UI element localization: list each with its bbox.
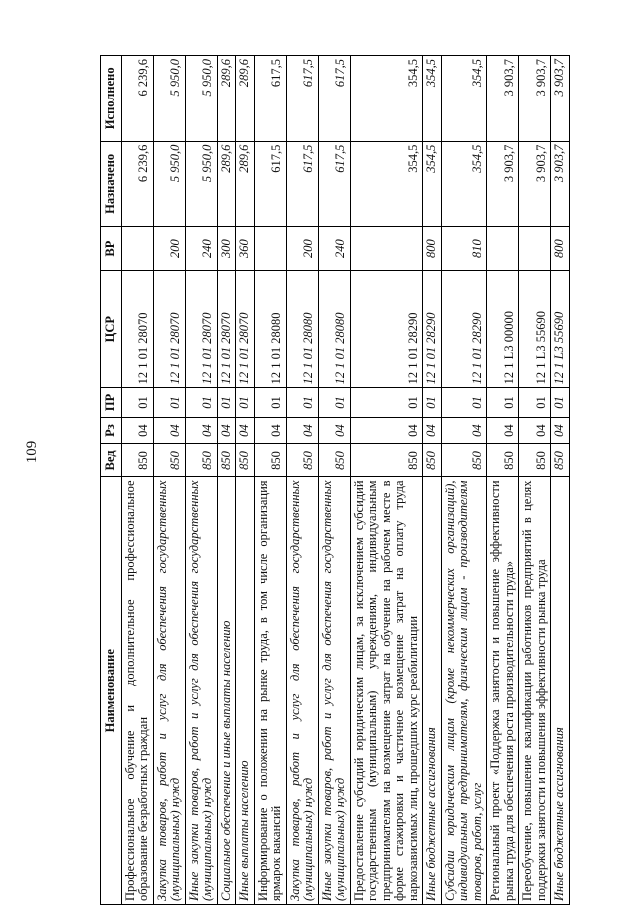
cell-csr: 12 1 01 28080	[286, 271, 318, 388]
cell-pr: 01	[286, 388, 318, 417]
cell-name: Иные бюджетные ассигнования	[551, 477, 570, 905]
cell-csr: 12 1 01 28290	[441, 271, 487, 388]
cell-assigned: 3 903,7	[519, 141, 551, 227]
page-number: 109	[24, 440, 40, 464]
cell-executed: 5 950,0	[185, 56, 217, 142]
cell-rz: 04	[153, 417, 185, 444]
cell-executed: 6 239,6	[121, 56, 153, 142]
cell-vr: 300	[217, 227, 236, 271]
cell-csr: 12 1 L3 55690	[519, 271, 551, 388]
cell-executed: 3 903,7	[519, 56, 551, 142]
cell-rz: 04	[286, 417, 318, 444]
cell-pr: 01	[217, 388, 236, 417]
cell-ved: 850	[487, 444, 519, 477]
cell-name: Иные бюджетные ассигнования	[423, 477, 442, 905]
cell-executed: 354,5	[441, 56, 487, 142]
header-vr: ВР	[101, 227, 122, 271]
cell-vr: 800	[551, 227, 570, 271]
cell-name: Субсидии юридическим лицам (кроме некоммерческих организаций), индивидуальным предпринимателям, физическим лицам - производителям товаров, работ, услуг	[441, 477, 487, 905]
table-row	[350, 56, 423, 905]
cell-pr: 01	[236, 388, 255, 417]
cell-ved: 850	[185, 444, 217, 477]
cell-assigned: 354,5	[441, 141, 487, 227]
table-row	[487, 56, 519, 905]
cell-name: Региональный проект «Поддержка занятости и повышение эффективности рынка труда для обеспечения роста производительности труда»	[487, 477, 519, 905]
budget-table	[100, 55, 570, 905]
table-row	[441, 56, 487, 905]
table-body	[121, 56, 569, 905]
cell-vr: 240	[318, 227, 350, 271]
cell-executed: 617,5	[254, 56, 286, 142]
cell-executed: 289,6	[236, 56, 255, 142]
cell-executed: 3 903,7	[551, 56, 570, 142]
cell-vr: 200	[286, 227, 318, 271]
cell-pr: 01	[487, 388, 519, 417]
cell-ved: 850	[286, 444, 318, 477]
cell-assigned: 617,5	[254, 141, 286, 227]
cell-pr: 01	[350, 388, 423, 417]
table-row	[254, 56, 286, 905]
cell-executed: 617,5	[318, 56, 350, 142]
cell-assigned: 5 950,0	[153, 141, 185, 227]
cell-ved: 850	[236, 444, 255, 477]
cell-executed: 5 950,0	[153, 56, 185, 142]
cell-name: Закупка товаров, работ и услуг для обеспечения государственных (муниципальных) нужд	[286, 477, 318, 905]
cell-rz: 04	[185, 417, 217, 444]
cell-assigned: 5 950,0	[185, 141, 217, 227]
cell-name: Иные закупки товаров, работ и услуг для обеспечения государственных (муниципальных) нужд	[318, 477, 350, 905]
cell-name: Предоставление субсидий юридическим лицам, за исключением субсидий государственным (муниципальным) учреждениям, индивидуальным предпринимателям на возмещение затрат на обучение на рабочем месте в форме стажировки и частичное возмещение затрат на оплату труда наркозависимых лиц, прошедших курс реабилитации	[350, 477, 423, 905]
cell-rz: 04	[254, 417, 286, 444]
cell-name: Информирование о положении на рынке труда, в том числе организация ярмарок вакансий	[254, 477, 286, 905]
cell-rz: 04	[519, 417, 551, 444]
cell-pr: 01	[551, 388, 570, 417]
cell-assigned: 354,5	[423, 141, 442, 227]
cell-ved: 850	[217, 444, 236, 477]
cell-csr: 12 1 01 28080	[318, 271, 350, 388]
cell-csr: 12 1 01 28070	[121, 271, 153, 388]
cell-vr	[519, 227, 551, 271]
table-row	[121, 56, 153, 905]
cell-executed: 617,5	[286, 56, 318, 142]
cell-csr: 12 1 01 28080	[254, 271, 286, 388]
cell-csr: 12 1 01 28290	[423, 271, 442, 388]
cell-name: Социальное обеспечение и иные выплаты населению	[217, 477, 236, 905]
header-executed: Исполнено	[101, 56, 122, 142]
cell-ved: 850	[254, 444, 286, 477]
table-row	[217, 56, 236, 905]
cell-vr: 240	[185, 227, 217, 271]
cell-executed: 354,5	[350, 56, 423, 142]
cell-pr: 01	[185, 388, 217, 417]
cell-assigned: 289,6	[236, 141, 255, 227]
table-row	[423, 56, 442, 905]
cell-pr: 01	[318, 388, 350, 417]
table-row	[153, 56, 185, 905]
cell-ved: 850	[121, 444, 153, 477]
cell-csr: 12 1 01 28070	[153, 271, 185, 388]
cell-csr: 12 1 L3 00000	[487, 271, 519, 388]
cell-name: Переобучение, повышение квалификации работников предприятий в целях поддержки занятости и повышения эффективности рынка труда	[519, 477, 551, 905]
cell-assigned: 617,5	[286, 141, 318, 227]
cell-vr	[121, 227, 153, 271]
cell-vr: 810	[441, 227, 487, 271]
cell-assigned: 3 903,7	[487, 141, 519, 227]
cell-rz: 04	[441, 417, 487, 444]
cell-assigned: 289,6	[217, 141, 236, 227]
cell-assigned: 6 239,6	[121, 141, 153, 227]
cell-ved: 850	[153, 444, 185, 477]
cell-ved: 850	[423, 444, 442, 477]
cell-executed: 354,5	[423, 56, 442, 142]
table-row	[185, 56, 217, 905]
header-assigned: Назначено	[101, 141, 122, 227]
cell-pr: 01	[441, 388, 487, 417]
cell-rz: 04	[551, 417, 570, 444]
cell-vr: 200	[153, 227, 185, 271]
header-ved: Вед	[101, 444, 122, 477]
cell-rz: 04	[350, 417, 423, 444]
cell-vr: 800	[423, 227, 442, 271]
table-row	[551, 56, 570, 905]
cell-ved: 850	[551, 444, 570, 477]
cell-ved: 850	[318, 444, 350, 477]
cell-csr: 12 1 01 28070	[185, 271, 217, 388]
header-name: Наименование	[101, 477, 122, 905]
cell-name: Профессиональное обучение и дополнительное профессиональное образование безработных граждан	[121, 477, 153, 905]
cell-name: Иные закупки товаров, работ и услуг для обеспечения государственных (муниципальных) нужд	[185, 477, 217, 905]
cell-ved: 850	[519, 444, 551, 477]
cell-rz: 04	[121, 417, 153, 444]
cell-assigned: 617,5	[318, 141, 350, 227]
cell-pr: 01	[254, 388, 286, 417]
table-row	[318, 56, 350, 905]
cell-csr: 12 1 01 28070	[217, 271, 236, 388]
cell-name: Закупка товаров, работ и услуг для обеспечения государственных (муниципальных) нужд	[153, 477, 185, 905]
cell-pr: 01	[423, 388, 442, 417]
cell-csr: 12 1 01 28070	[236, 271, 255, 388]
table-row	[236, 56, 255, 905]
cell-assigned: 354,5	[350, 141, 423, 227]
cell-pr: 01	[121, 388, 153, 417]
cell-rz: 04	[217, 417, 236, 444]
cell-name: Иные выплаты населению	[236, 477, 255, 905]
cell-vr: 360	[236, 227, 255, 271]
table-header-row	[101, 56, 122, 905]
table-row	[286, 56, 318, 905]
cell-ved: 850	[441, 444, 487, 477]
cell-pr: 01	[519, 388, 551, 417]
cell-vr	[487, 227, 519, 271]
cell-vr	[350, 227, 423, 271]
header-rz: Рз	[101, 417, 122, 444]
cell-csr: 12 1 01 28290	[350, 271, 423, 388]
rotated-page	[100, 55, 566, 905]
cell-executed: 289,6	[217, 56, 236, 142]
header-csr: ЦСР	[101, 271, 122, 388]
cell-rz: 04	[423, 417, 442, 444]
cell-rz: 04	[487, 417, 519, 444]
header-pr: ПР	[101, 388, 122, 417]
cell-rz: 04	[236, 417, 255, 444]
cell-ved: 850	[350, 444, 423, 477]
cell-rz: 04	[318, 417, 350, 444]
cell-executed: 3 903,7	[487, 56, 519, 142]
cell-vr	[254, 227, 286, 271]
cell-pr: 01	[153, 388, 185, 417]
cell-csr: 12 1 L3 55690	[551, 271, 570, 388]
cell-assigned: 3 903,7	[551, 141, 570, 227]
table-row	[519, 56, 551, 905]
